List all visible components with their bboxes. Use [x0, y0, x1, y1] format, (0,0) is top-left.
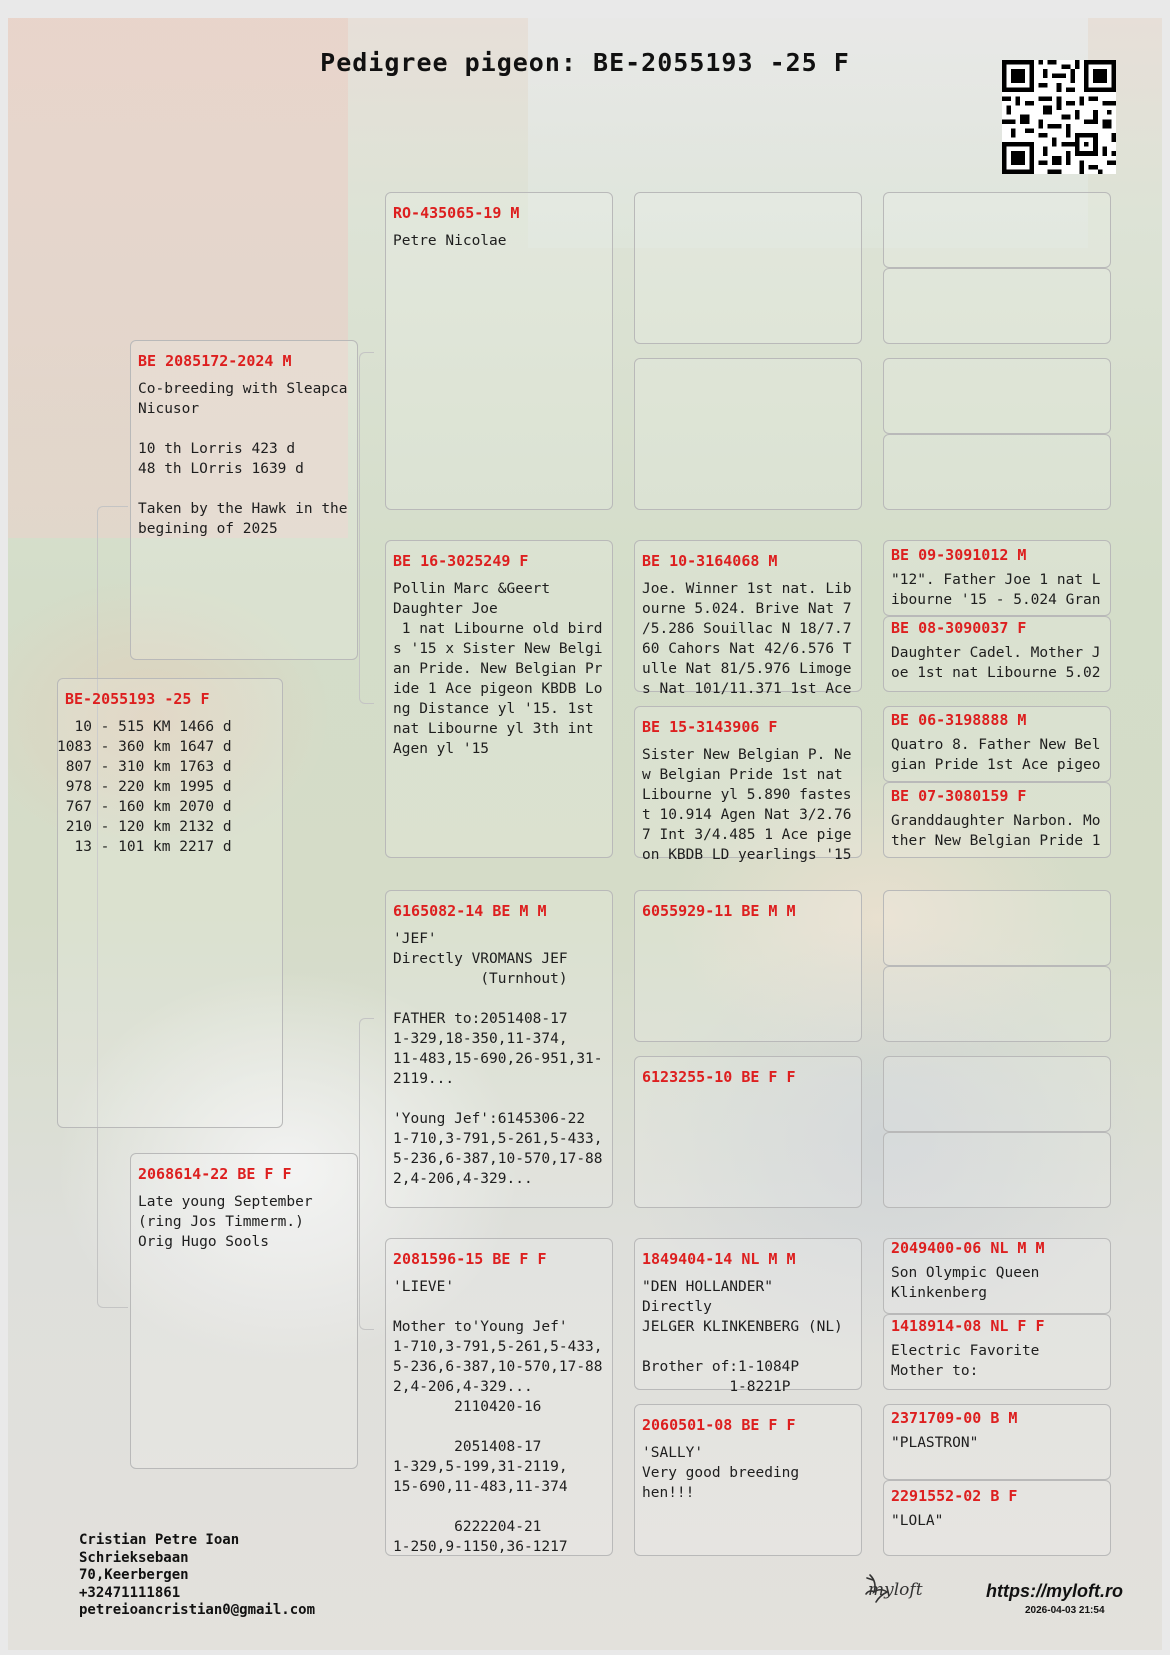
- mmf-notes: "DEN HOLLANDER" Directly JELGER KLINKENBERG (NL) Brother of:1-1084P 1-8221P: [642, 1279, 843, 1395]
- mfm-ring: 6123255-10 BE F F: [642, 1068, 796, 1086]
- mm-ring: 2081596-15 BE F F: [393, 1250, 547, 1268]
- mmf-card[interactable]: [634, 1242, 862, 1395]
- site-url[interactable]: https://myloft.ro: [986, 1581, 1123, 1601]
- father-notes: Co-breeding with Sleapca Nicusor 10 th Lorris 423 d 48 th LOrris 1639 d Taken by the Hawk in the begining of 2025: [138, 381, 348, 537]
- pedigree-page: [8, 18, 1162, 1650]
- mmm-card[interactable]: [634, 1408, 862, 1552]
- mm-card[interactable]: [385, 1242, 613, 1555]
- fmf-ring: BE 10-3164068 M: [642, 552, 778, 570]
- fmf-card[interactable]: [634, 544, 862, 697]
- mmff-ring: 2049400-06 NL M M: [891, 1239, 1045, 1257]
- fm-notes: Pollin Marc &Geert Daughter Joe 1 nat Libourne old bird s '15 x Sister New Belgi an Pride. New Belgian Pr ide 1 Ace pigeon KBDB Lo ng Distance yl '15. 1st nat Libourne yl 3th int Agen yl '15: [393, 581, 603, 757]
- box-mfmf: [883, 1056, 1111, 1132]
- mmff-notes: Son Olympic Queen Klinkenberg: [891, 1265, 1040, 1301]
- box-ffmf: [883, 358, 1111, 434]
- fmfm-card[interactable]: [883, 616, 1111, 688]
- mm-notes: 'LIEVE' Mother to'Young Jef' 1-710,3-791,5-261,5-433, 5-236,6-387,10-570,17-88 2,4-206,4-329... 2110420-16 2051408-17 1-329,5-199,31-2119, 15-690,11-483,11-374 6222204-21 1-250,9-1150,36-1217: [393, 1279, 603, 1555]
- fmf-notes: Joe. Winner 1st nat. Lib ourne 5.024. Brive Nat 7 /5.286 Souillac N 18/7.7 60 Cahors Nat 42/6.576 T ulle Nat 81/5.976 Limoge s Nat 101/11.371 1st Ace: [642, 581, 852, 697]
- owner-street: Schrieksebaan: [79, 1549, 189, 1566]
- mf-card[interactable]: [385, 894, 613, 1204]
- pigeon-results: 10 - 515 KM 1466 d 1083 - 360 km 1647 d 807 - 310 km 1763 d 978 - 220 km 1995 d 767 - 160 km 2070 d 210 - 120 km 2132 d 13 - 101 km 2217 d: [57, 719, 232, 855]
- mmmf-notes: "PLASTRON": [891, 1435, 979, 1451]
- father-card[interactable]: [130, 344, 358, 654]
- fmmm-notes: Granddaughter Narbon. Mo ther New Belgian Pride 1: [891, 813, 1101, 849]
- fmfm-notes: Daughter Cadel. Mother J oe 1st nat Libourne 5.02: [891, 645, 1101, 681]
- qr-code-icon: [1002, 60, 1116, 174]
- mf-notes: 'JEF' Directly VROMANS JEF (Turnhout) FATHER to:2051408-17 1-329,18-350,11-374, 11-483,15-690,26-951,31- 2119... 'Young Jef':6145306-22 1-710,3-791,5-261,5-433, 5-236,6-387,10-570,17-88 2,4-206,4-329...: [393, 931, 603, 1187]
- fmm-notes: Sister New Belgian P. Ne w Belgian Pride 1st nat Libourne yl 5.890 fastes t 10.914 Agen Nat 3/2.76 7 Int 3/4.485 1 Ace pige on KBDB LD yearlings '15: [642, 747, 852, 863]
- pigeon-ring: BE-2055193 -25 F: [65, 690, 210, 708]
- print-timestamp: 2026-04-03 21:54: [1025, 1605, 1105, 1616]
- connector-mother: [359, 1018, 374, 1330]
- fmmf-ring: BE 06-3198888 M: [891, 711, 1027, 729]
- mother-card[interactable]: [130, 1157, 358, 1463]
- fmm-ring: BE 15-3143906 F: [642, 718, 778, 736]
- box-mffm: [883, 966, 1111, 1042]
- mff-ring: 6055929-11 BE M M: [642, 902, 796, 920]
- mmmf-ring: 2371709-00 B M: [891, 1409, 1018, 1427]
- pigeon-card[interactable]: [57, 682, 283, 1122]
- fmm-card[interactable]: [634, 710, 862, 863]
- brand-name: myloft: [868, 1580, 923, 1600]
- owner-phone: +32471111861: [79, 1584, 181, 1601]
- owner-name: Cristian Petre Ioan: [79, 1532, 240, 1548]
- mmmm-notes: "LOLA": [891, 1513, 944, 1529]
- mmff-card[interactable]: [883, 1236, 1111, 1310]
- fm-ring: BE 16-3025249 F: [393, 552, 529, 570]
- mfm-card[interactable]: [634, 1060, 862, 1204]
- mother-notes: Late young September (ring Jos Timmerm.) Orig Hugo Sools: [138, 1194, 313, 1250]
- mf-ring: 6165082-14 BE M M: [393, 902, 547, 920]
- box-mfff: [883, 890, 1111, 966]
- fmmf-notes: Quatro 8. Father New Bel gian Pride 1st Ace pigeo: [891, 737, 1101, 773]
- mmfm-ring: 1418914-08 NL F F: [891, 1317, 1045, 1335]
- mmfm-card[interactable]: [883, 1314, 1111, 1386]
- fmff-notes: "12". Father Joe 1 nat L ibourne '15 - 5.024 Gran: [891, 572, 1101, 608]
- mmfm-notes: Electric Favorite Mother to:: [891, 1343, 1040, 1379]
- box-ffff: [883, 192, 1111, 268]
- box-fff: [634, 192, 862, 344]
- page-title: Pedigree pigeon: BE-2055193 -25 F: [320, 48, 850, 77]
- mmm-ring: 2060501-08 BE F F: [642, 1416, 796, 1434]
- fmmm-card[interactable]: [883, 784, 1111, 856]
- mother-ring: 2068614-22 BE F F: [138, 1165, 292, 1183]
- owner-contact: [79, 1532, 315, 1620]
- ff-ring: RO-435065-19 M: [393, 204, 520, 222]
- ff-notes: Petre Nicolae: [393, 233, 507, 249]
- fmmm-ring: BE 07-3080159 F: [891, 787, 1027, 805]
- owner-city: 70,Keerbergen: [79, 1567, 189, 1583]
- box-ffm: [634, 358, 862, 510]
- connector-father: [359, 352, 374, 704]
- father-ring: BE 2085172-2024 M: [138, 352, 292, 370]
- ff-card[interactable]: [385, 196, 613, 506]
- mmm-notes: 'SALLY' Very good breeding hen!!!: [642, 1445, 800, 1501]
- owner-email: petreioancristian0@gmail.com: [79, 1602, 316, 1618]
- fmff-ring: BE 09-3091012 M: [891, 546, 1027, 564]
- box-fffm: [883, 268, 1111, 344]
- fmmf-card[interactable]: [883, 708, 1111, 780]
- mmmf-card[interactable]: [883, 1406, 1111, 1478]
- mff-card[interactable]: [634, 894, 862, 1038]
- fmfm-ring: BE 08-3090037 F: [891, 619, 1027, 637]
- box-mfmm: [883, 1132, 1111, 1208]
- mmmm-card[interactable]: [883, 1484, 1111, 1556]
- fm-card[interactable]: [385, 544, 613, 854]
- box-ffmm: [883, 434, 1111, 510]
- fmff-card[interactable]: [883, 538, 1111, 610]
- mmf-ring: 1849404-14 NL M M: [642, 1250, 796, 1268]
- mmmm-ring: 2291552-02 B F: [891, 1487, 1018, 1505]
